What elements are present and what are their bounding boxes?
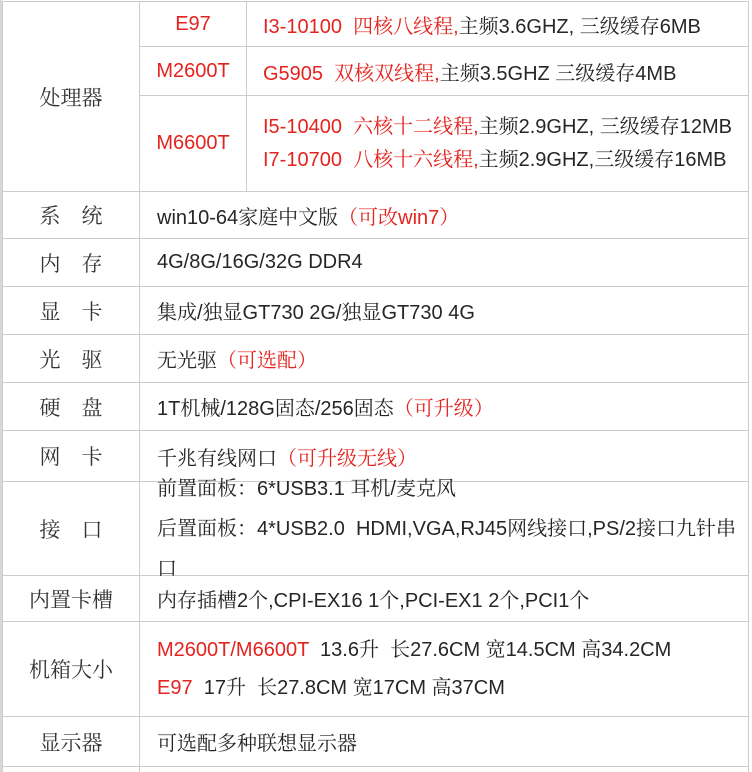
processor-spec-m6600t xyxy=(247,96,748,191)
spec-line xyxy=(157,584,748,613)
spec-line xyxy=(157,392,748,421)
spec-value-gpu xyxy=(140,287,748,334)
model-cell-m2600t xyxy=(140,47,247,95)
row-label-memory xyxy=(3,239,140,286)
model-name: M2600T xyxy=(156,59,230,82)
spec-line xyxy=(157,344,748,373)
value-note-text: （可改win7） xyxy=(338,206,460,229)
value-text: 集成/独显GT730 2G/独显GT730 4G xyxy=(157,302,475,324)
row-label-case-size xyxy=(3,622,140,716)
row-label-gpu xyxy=(3,287,140,334)
spec-value-memory xyxy=(140,239,748,286)
value-text: 无光驱 xyxy=(157,350,217,372)
row-label-text: 接 口 xyxy=(39,518,103,542)
row-label-processor xyxy=(3,2,140,191)
value-text: 1T机械/128G固态/256固态 xyxy=(157,398,394,420)
cpu-model-text: G5905 双核双线程, xyxy=(263,62,440,85)
spec-line xyxy=(157,201,748,230)
spec-row-hard-disk xyxy=(3,383,748,431)
spec-row-monitor xyxy=(3,717,748,767)
spec-line xyxy=(157,296,748,325)
value-note-text: （可升级无线） xyxy=(277,447,417,470)
spec-value-case-size xyxy=(140,622,748,716)
case-size-line xyxy=(157,631,748,669)
row-label-text: 硬 盘 xyxy=(39,396,103,420)
value-note-text: （可升级） xyxy=(393,398,494,420)
value-text: 内存插槽2个,CPI-EX16 1个,PCI-EX1 2个,PCI1个 xyxy=(157,590,590,612)
spec-row-partial xyxy=(3,767,748,772)
row-label-optical-drive xyxy=(3,335,140,382)
spec-value-monitor xyxy=(140,717,748,766)
spec-line xyxy=(157,442,748,471)
processor-option-m6600t xyxy=(140,96,748,191)
row-label-network-card xyxy=(3,431,140,481)
spec-row-ports xyxy=(3,477,748,580)
value-text: 可选配多种联想显示器 xyxy=(157,733,357,755)
model-cell-e97 xyxy=(140,2,247,46)
row-label-text: 显 卡 xyxy=(39,300,103,324)
processor-spec-e97 xyxy=(247,2,748,46)
spec-line xyxy=(263,144,748,177)
row-label-text: 系 统 xyxy=(39,205,103,228)
cpu-detail-text: 主频2.9GHZ, 三级缓存12MB xyxy=(478,115,733,138)
row-label-hard-disk xyxy=(3,383,140,430)
row-label-system xyxy=(3,192,140,238)
spec-value-hard-disk xyxy=(140,383,748,430)
case-model-text: E97 xyxy=(157,677,193,699)
processor-spec-m2600t xyxy=(247,47,748,95)
spec-row-memory xyxy=(3,239,748,287)
row-label-text: 内 存 xyxy=(39,252,103,276)
row-label-ports xyxy=(3,482,140,575)
case-dimensions-text: 17升 长27.8CM 宽17CM 高37CM xyxy=(192,677,505,699)
row-label-text: 光 驱 xyxy=(39,348,103,372)
row-label-internal-slots xyxy=(3,576,140,621)
cpu-model-text: I5-10400 六核十二线程, xyxy=(263,115,479,138)
spec-value-internal-slots xyxy=(140,576,748,621)
value-text: win10-64家庭中文版 xyxy=(157,206,339,229)
front-panel-line: 前置面板：6*USB3.1 耳机/麦克风 xyxy=(157,477,456,500)
processor-option-e97 xyxy=(140,2,748,47)
processor-option-m2600t xyxy=(140,47,748,96)
spec-row-case-size xyxy=(3,622,748,717)
spec-line xyxy=(157,727,748,756)
spec-line xyxy=(263,10,748,39)
spec-line xyxy=(263,111,748,144)
model-name: M6600T xyxy=(156,132,230,154)
value-note-text: （可选配） xyxy=(217,350,317,372)
spec-line xyxy=(263,57,748,86)
cpu-detail-text: 主频3.5GHZ 三级缓存4MB xyxy=(439,62,677,85)
case-model-text: M2600T/M6600T xyxy=(157,639,309,661)
cpu-model-text: I7-10700 八核十六线程, xyxy=(263,148,479,171)
spec-line xyxy=(157,251,748,274)
value-text: 千兆有线网口 xyxy=(157,447,277,470)
row-label-monitor xyxy=(3,717,140,766)
spec-row-gpu xyxy=(3,287,748,335)
rear-panel-line: 后置面板：4*USB2.0 HDMI,VGA,RJ45网线接口,PS/2接口九针串口 xyxy=(157,517,737,580)
cpu-detail-text: 主频2.9GHZ,三级缓存16MB xyxy=(478,148,727,171)
value-text: 4G/8G/16G/32G DDR4 xyxy=(157,251,363,273)
cpu-detail-text: 主频3.6GHZ, 三级缓存6MB xyxy=(458,15,701,38)
cpu-model-text: I3-10100 四核八线程, xyxy=(263,15,459,38)
spec-value-system xyxy=(140,192,748,238)
model-name: E97 xyxy=(175,12,211,35)
processor-options xyxy=(140,2,748,191)
spec-row-processor xyxy=(3,2,748,192)
case-dimensions-text: 13.6升 长27.6CM 宽14.5CM 高34.2CM xyxy=(308,639,672,661)
row-label-text: 网 卡 xyxy=(39,446,103,469)
row-label-text: 内置卡槽 xyxy=(29,588,113,612)
spec-row-optical-drive xyxy=(3,335,748,383)
spec-row-system xyxy=(3,192,748,239)
spec-value-optical-drive xyxy=(140,335,748,382)
model-cell-m6600t xyxy=(140,96,247,191)
spec-row-internal-slots xyxy=(3,576,748,622)
spec-value-partial xyxy=(140,767,748,772)
row-label-text: 处理器 xyxy=(39,86,103,110)
row-label-text: 机箱大小 xyxy=(29,659,113,682)
row-label-text: 显示器 xyxy=(39,731,103,755)
spec-value-ports xyxy=(140,477,748,580)
case-size-line xyxy=(157,669,748,707)
row-label-partial xyxy=(3,767,140,772)
spec-table xyxy=(2,1,749,772)
